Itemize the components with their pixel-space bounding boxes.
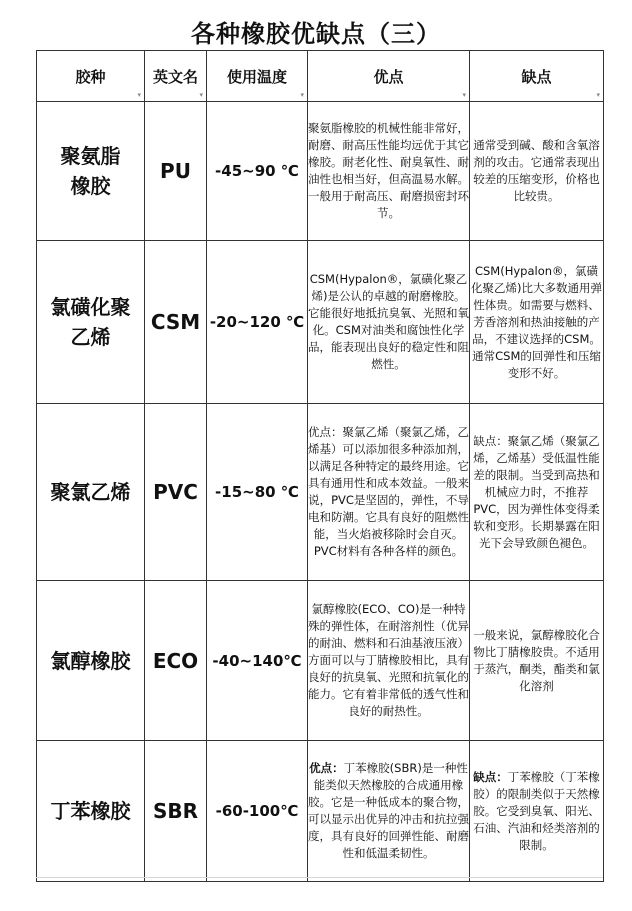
cons-text: 通常受到碱、酸和含氧溶剂的攻击。它通常表现出较差的压缩变形，价格也比较贵。	[473, 138, 600, 203]
header-english-label: 英文名	[152, 67, 198, 86]
pros-text: 丁苯橡胶(SBR)是一种性能类似天然橡胶的合成通用橡胶。它是一种低成本的聚合物，可以显示出优异的冲击和抗拉强度，具有良好的回弹性能、耐磨性和低温柔韧性。	[308, 761, 469, 860]
rubber-comparison-table	[36, 50, 604, 882]
rubber-name-line: 橡胶	[70, 174, 111, 198]
bottom-divider	[36, 877, 603, 878]
cons-label: 缺点：	[473, 769, 508, 784]
rubber-name-line: 乙烯	[70, 325, 111, 349]
rubber-name	[37, 241, 145, 404]
rubber-name-line: 聚氨脂	[60, 144, 121, 168]
cons-cell	[470, 404, 604, 581]
filter-mark-icon: ▾	[137, 91, 141, 99]
filter-mark-icon: ▾	[199, 91, 203, 99]
page-title: 各种橡胶优缺点（三）	[191, 20, 441, 48]
rubber-name	[37, 404, 145, 581]
table-header-row	[37, 51, 604, 102]
pros-text: 优点：聚氯乙烯（聚氯乙烯，乙烯基）可以添加很多种添加剂，以满足各种特定的最终用途。它具有通用性和成本效益。一般来说，PVC是坚固的，弹性，不导电和防潮。它具有良好的阻燃性能，当火焰被移除时会自灭。PVC材料有各种各样的颜色。	[308, 425, 469, 558]
header-pros	[308, 51, 470, 102]
table-row	[37, 581, 604, 741]
temperature-range: -40~140℃	[207, 581, 308, 741]
cons-cell	[470, 102, 604, 241]
english-name: SBR	[145, 741, 207, 882]
temperature-range: -15~80 ℃	[207, 404, 308, 581]
cons-cell	[470, 581, 604, 741]
temperature-range: -20~120 ℃	[207, 241, 308, 404]
pros-cell	[308, 741, 470, 882]
cons-text: 缺点：聚氯乙烯（聚氯乙烯，乙烯基）受低温性能差的限制。当受到高热和机械应力时，不推荐PVC，因为弹性体变得柔软和变形。长期暴露在阳光下会导致颜色褪色。	[473, 433, 600, 550]
header-cons	[470, 51, 604, 102]
temperature-range: -60-100℃	[207, 741, 308, 882]
pros-label: 优点：	[309, 761, 344, 775]
header-cons-label: 缺点	[521, 67, 552, 86]
pros-cell	[308, 241, 470, 404]
cons-cell	[470, 741, 604, 882]
english-name: CSM	[145, 241, 207, 404]
rubber-name-line: 聚氯乙烯	[50, 480, 131, 504]
rubber-name	[37, 741, 145, 882]
filter-mark-icon: ▾	[596, 91, 600, 99]
header-temperature	[207, 51, 308, 102]
pros-cell	[308, 102, 470, 241]
rubber-name	[37, 581, 145, 741]
filter-mark-icon: ▾	[462, 91, 466, 99]
rubber-name-line: 氯醇橡胶	[50, 648, 131, 673]
english-name: ECO	[145, 581, 207, 741]
header-english	[145, 51, 207, 102]
pros-text: 聚氨脂橡胶的机械性能非常好，耐磨、耐高压性能均远优于其它橡胶。耐老化性、耐臭氧性、耐油性也相当好，但高温易水解。一般用于耐高压、耐磨损密封环节。	[308, 121, 469, 220]
table-row	[37, 404, 604, 581]
cons-text: CSM(Hypalon®，氯磺化聚乙烯)比大多数通用弹性体贵。如需要与燃料、芳香溶剂和热油接触的产品，不建议选择的CSM。通常CSM的回弹性和压缩变形不好。	[471, 263, 602, 380]
table-row	[37, 102, 604, 241]
pros-cell	[308, 581, 470, 741]
rubber-name-line: 氯磺化聚	[50, 295, 131, 319]
rubber-name	[37, 102, 145, 241]
rubber-name-line: 丁苯橡胶	[50, 799, 131, 823]
english-name: PU	[145, 102, 207, 241]
pros-text: CSM(Hypalon®，氯磺化聚乙烯)是公认的卓越的耐磨橡胶。它能很好地抵抗臭氧、光照和氧化。CSM对油类和腐蚀性化学品，能表现出良好的稳定性和阻燃性。	[308, 272, 469, 371]
pros-text: 氯醇橡胶(ECO、CO)是一种特殊的弹性体，在耐溶剂性（优异的耐油、燃料和石油基液压液）方面可以与丁腈橡胶相比，具有良好的抗臭氧、光照和抗氧化的能力。它有着非常低的透气性和良好的耐热性。	[308, 602, 469, 718]
header-rubber-label: 胶种	[75, 67, 106, 86]
filter-mark-icon: ▾	[300, 91, 304, 99]
cons-text: 一般来说，氯醇橡胶化合物比丁腈橡胶贵。不适用于蒸汽，酮类，酯类和氯化溶剂	[473, 627, 600, 693]
temperature-range: -45~90 ℃	[207, 102, 308, 241]
table-row	[37, 741, 604, 882]
table-row	[37, 241, 604, 404]
header-rubber	[37, 51, 145, 102]
header-pros-label: 优点	[373, 67, 404, 86]
english-name: PVC	[145, 404, 207, 581]
pros-cell	[308, 404, 470, 581]
cons-text: 丁苯橡胶（丁苯橡胶）的限制类似于天然橡胶。它受到臭氧、阳光、石油、汽油和烃类溶剂的限制。	[473, 769, 600, 852]
cons-cell	[470, 241, 604, 404]
header-temperature-label: 使用温度	[226, 67, 287, 86]
